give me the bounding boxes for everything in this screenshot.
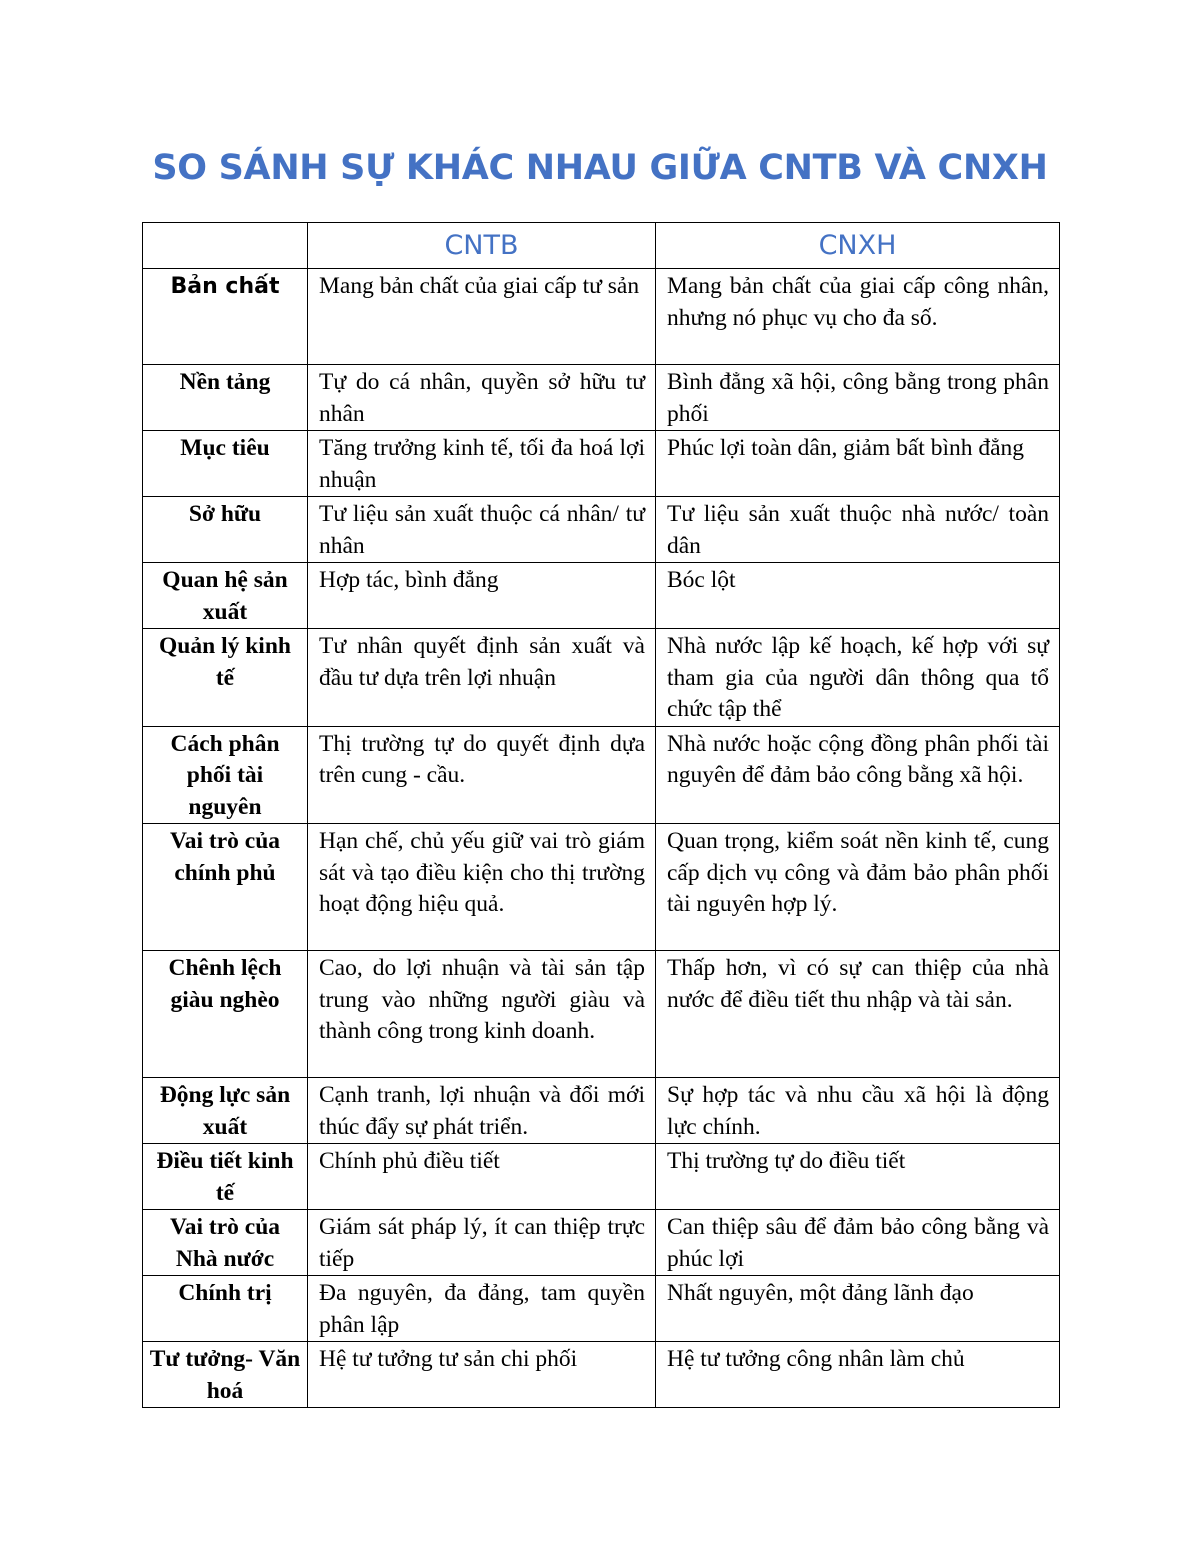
table-row (143, 269, 1060, 365)
criterion-cell: Chênh lệch giàu nghèo (143, 951, 308, 1078)
cntb-cell: Chính phủ điều tiết (308, 1144, 656, 1210)
page-title: SO SÁNH SỰ KHÁC NHAU GIỮA CNTB VÀ CNXH (152, 148, 1048, 188)
cnxh-cell: Can thiệp sâu để đảm bảo công bằng và phúc lợi (656, 1210, 1060, 1276)
criterion-cell: Quan hệ sản xuất (143, 563, 308, 629)
table-row (143, 824, 1060, 951)
criterion-cell: Bản chất (143, 269, 308, 365)
table-row (143, 1144, 1060, 1210)
cntb-cell: Tự do cá nhân, quyền sở hữu tư nhân (308, 365, 656, 431)
table-row (143, 563, 1060, 629)
criterion-cell: Chính trị (143, 1276, 308, 1342)
table-row (143, 1078, 1060, 1144)
criterion-cell: Mục tiêu (143, 431, 308, 497)
criterion-cell: Điều tiết kinh tế (143, 1144, 308, 1210)
table-row (143, 1342, 1060, 1408)
cntb-cell: Tư liệu sản xuất thuộc cá nhân/ tư nhân (308, 497, 656, 563)
table-row (143, 1276, 1060, 1342)
cnxh-cell: Quan trọng, kiểm soát nền kinh tế, cung cấp dịch vụ công và đảm bảo phân phối tài nguyên hợp lý. (656, 824, 1060, 951)
cnxh-cell: Thấp hơn, vì có sự can thiệp của nhà nước để điều tiết thu nhập và tài sản. (656, 951, 1060, 1078)
criterion-cell: Nền tảng (143, 365, 308, 431)
criterion-cell: Động lực sản xuất (143, 1078, 308, 1144)
cntb-cell: Hợp tác, bình đẳng (308, 563, 656, 629)
table-row (143, 951, 1060, 1078)
table-row (143, 726, 1060, 824)
cnxh-cell: Nhà nước hoặc cộng đồng phân phối tài nguyên để đảm bảo công bằng xã hội. (656, 726, 1060, 824)
cntb-cell: Mang bản chất của giai cấp tư sản (308, 269, 656, 365)
table-header-row (143, 223, 1060, 269)
criterion-cell: Vai trò của chính phủ (143, 824, 308, 951)
criterion-cell: Vai trò của Nhà nước (143, 1210, 308, 1276)
table-row (143, 497, 1060, 563)
cnxh-cell: Mang bản chất của giai cấp công nhân, nhưng nó phục vụ cho đa số. (656, 269, 1060, 365)
table-row (143, 365, 1060, 431)
table-row (143, 629, 1060, 727)
cnxh-cell: Nhà nước lập kế hoạch, kế hợp với sự tham gia của người dân thông qua tổ chức tập thể (656, 629, 1060, 727)
cntb-cell: Giám sát pháp lý, ít can thiệp trực tiếp (308, 1210, 656, 1276)
comparison-table (142, 222, 1060, 1408)
criterion-cell: Cách phân phối tài nguyên (143, 726, 308, 824)
criterion-cell: Quản lý kinh tế (143, 629, 308, 727)
criterion-cell: Sở hữu (143, 497, 308, 563)
cnxh-cell: Thị trường tự do điều tiết (656, 1144, 1060, 1210)
criterion-cell: Tư tưởng- Văn hoá (143, 1342, 308, 1408)
header-empty-cell (143, 223, 308, 269)
cnxh-cell: Bình đẳng xã hội, công bằng trong phân phối (656, 365, 1060, 431)
cntb-cell: Cạnh tranh, lợi nhuận và đổi mới thúc đẩy sự phát triển. (308, 1078, 656, 1144)
cntb-cell: Hệ tư tưởng tư sản chi phối (308, 1342, 656, 1408)
header-cntb: CNTB (308, 223, 656, 269)
cnxh-cell: Sự hợp tác và nhu cầu xã hội là động lực chính. (656, 1078, 1060, 1144)
cntb-cell: Tăng trưởng kinh tế, tối đa hoá lợi nhuận (308, 431, 656, 497)
cnxh-cell: Bóc lột (656, 563, 1060, 629)
cntb-cell: Thị trường tự do quyết định dựa trên cung - cầu. (308, 726, 656, 824)
cntb-cell: Hạn chế, chủ yếu giữ vai trò giám sát và tạo điều kiện cho thị trường hoạt động hiệu quả. (308, 824, 656, 951)
cnxh-cell: Tư liệu sản xuất thuộc nhà nước/ toàn dân (656, 497, 1060, 563)
cntb-cell: Đa nguyên, đa đảng, tam quyền phân lập (308, 1276, 656, 1342)
cnxh-cell: Hệ tư tưởng công nhân làm chủ (656, 1342, 1060, 1408)
header-cnxh: CNXH (656, 223, 1060, 269)
cnxh-cell: Phúc lợi toàn dân, giảm bất bình đẳng (656, 431, 1060, 497)
table-row (143, 431, 1060, 497)
cntb-cell: Tư nhân quyết định sản xuất và đầu tư dựa trên lợi nhuận (308, 629, 656, 727)
cntb-cell: Cao, do lợi nhuận và tài sản tập trung vào những người giàu và thành công trong kinh doanh. (308, 951, 656, 1078)
cnxh-cell: Nhất nguyên, một đảng lãnh đạo (656, 1276, 1060, 1342)
table-row (143, 1210, 1060, 1276)
